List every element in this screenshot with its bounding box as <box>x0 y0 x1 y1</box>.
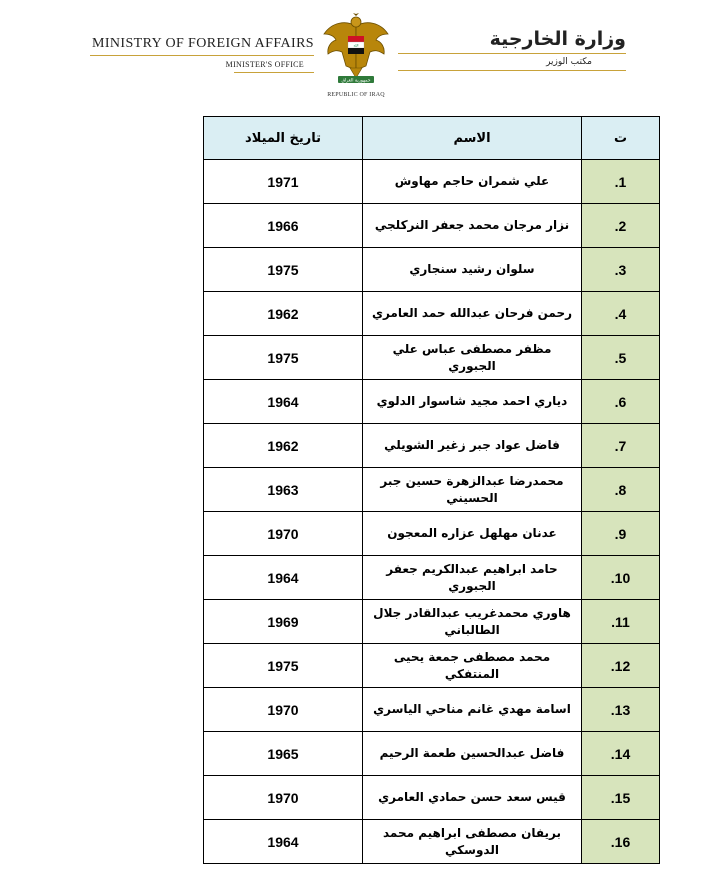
svg-text:الله: الله <box>353 43 359 48</box>
name-cell: فاضل عواد جبر زغير الشويلي <box>363 424 582 468</box>
iraq-emblem-icon <box>318 12 394 102</box>
birth-year-cell: 1970 <box>204 776 363 820</box>
letterhead-arabic <box>398 28 626 71</box>
row-number-cell: 14. <box>582 732 660 776</box>
birth-year-cell: 1964 <box>204 556 363 600</box>
ministry-name-ar: وزارة الخارجية <box>489 28 626 50</box>
birth-year-cell: 1970 <box>204 512 363 556</box>
row-number-cell: 5. <box>582 336 660 380</box>
name-cell: سلوان رشيد سنجاري <box>363 248 582 292</box>
name-cell: حامد ابراهيم عبدالكريم جعفر الجبوري <box>363 556 582 600</box>
letterhead-divider <box>398 53 626 54</box>
birth-year-cell: 1966 <box>204 204 363 248</box>
name-cell: محمدرضا عبدالزهرة حسين جبر الحسيني <box>363 468 582 512</box>
name-cell: رحمن فرحان عبدالله حمد العامري <box>363 292 582 336</box>
name-cell: نزار مرجان محمد جعفر النركلجي <box>363 204 582 248</box>
names-table-container <box>203 116 659 864</box>
letterhead-english <box>90 36 314 73</box>
name-cell: عدنان مهلهل عزاره المعجون <box>363 512 582 556</box>
table-row <box>204 380 660 424</box>
letterhead-divider <box>90 55 314 56</box>
emblem-caption: REPUBLIC OF IRAQ <box>327 92 385 98</box>
table-row <box>204 336 660 380</box>
table-row <box>204 160 660 204</box>
table-row <box>204 512 660 556</box>
row-number-cell: 13. <box>582 688 660 732</box>
birth-year-cell: 1964 <box>204 820 363 864</box>
column-header-birth-year: تاريخ الميلاد <box>204 117 363 160</box>
column-header-number: ت <box>582 117 660 160</box>
name-cell: اسامة مهدي غانم مناحي الياسري <box>363 688 582 732</box>
name-cell: فاضل عبدالحسين طعمة الرحيم <box>363 732 582 776</box>
birth-year-cell: 1969 <box>204 600 363 644</box>
table-row <box>204 644 660 688</box>
birth-year-cell: 1975 <box>204 248 363 292</box>
name-cell: هاوري محمدغريب عبدالقادر جلال الطالباني <box>363 600 582 644</box>
row-number-cell: 9. <box>582 512 660 556</box>
birth-year-cell: 1971 <box>204 160 363 204</box>
birth-year-cell: 1975 <box>204 336 363 380</box>
table-row <box>204 820 660 864</box>
row-number-cell: 3. <box>582 248 660 292</box>
table-row <box>204 424 660 468</box>
birth-year-cell: 1963 <box>204 468 363 512</box>
birth-year-cell: 1964 <box>204 380 363 424</box>
row-number-cell: 8. <box>582 468 660 512</box>
row-number-cell: 7. <box>582 424 660 468</box>
table-row <box>204 600 660 644</box>
row-number-cell: 4. <box>582 292 660 336</box>
birth-year-cell: 1962 <box>204 424 363 468</box>
office-name-ar: مكتب الوزير <box>546 57 592 67</box>
table-row <box>204 292 660 336</box>
row-number-cell: 10. <box>582 556 660 600</box>
letterhead-divider <box>234 72 314 73</box>
letterhead-divider <box>398 70 626 71</box>
row-number-cell: 15. <box>582 776 660 820</box>
birth-year-cell: 1975 <box>204 644 363 688</box>
column-header-name: الاسم <box>363 117 582 160</box>
row-number-cell: 1. <box>582 160 660 204</box>
table-row <box>204 468 660 512</box>
table-row <box>204 776 660 820</box>
emblem-banner-text: جمهورية العراق <box>341 78 371 84</box>
birth-year-cell: 1962 <box>204 292 363 336</box>
row-number-cell: 16. <box>582 820 660 864</box>
name-cell: دياري احمد مجيد شاسوار الدلوي <box>363 380 582 424</box>
name-cell: قيس سعد حسن حمادي العامري <box>363 776 582 820</box>
office-name-en: MINISTER'S OFFICE <box>225 60 304 69</box>
row-number-cell: 2. <box>582 204 660 248</box>
ministry-name-en: MINISTRY OF FOREIGN AFFAIRS <box>91 36 314 51</box>
row-number-cell: 11. <box>582 600 660 644</box>
table-header-row <box>204 117 660 160</box>
table-row <box>204 688 660 732</box>
row-number-cell: 6. <box>582 380 660 424</box>
row-number-cell: 12. <box>582 644 660 688</box>
name-cell: بريفان مصطفى ابراهيم محمد الدوسكي <box>363 820 582 864</box>
table-row <box>204 248 660 292</box>
birth-year-cell: 1965 <box>204 732 363 776</box>
table-row <box>204 204 660 248</box>
birth-year-cell: 1970 <box>204 688 363 732</box>
names-table <box>203 116 660 864</box>
table-row <box>204 556 660 600</box>
name-cell: علي شمران حاجم مهاوش <box>363 160 582 204</box>
name-cell: مظفر مصطفى عباس علي الجبوري <box>363 336 582 380</box>
name-cell: محمد مصطفى جمعة يحيى المنتفكي <box>363 644 582 688</box>
table-row <box>204 732 660 776</box>
